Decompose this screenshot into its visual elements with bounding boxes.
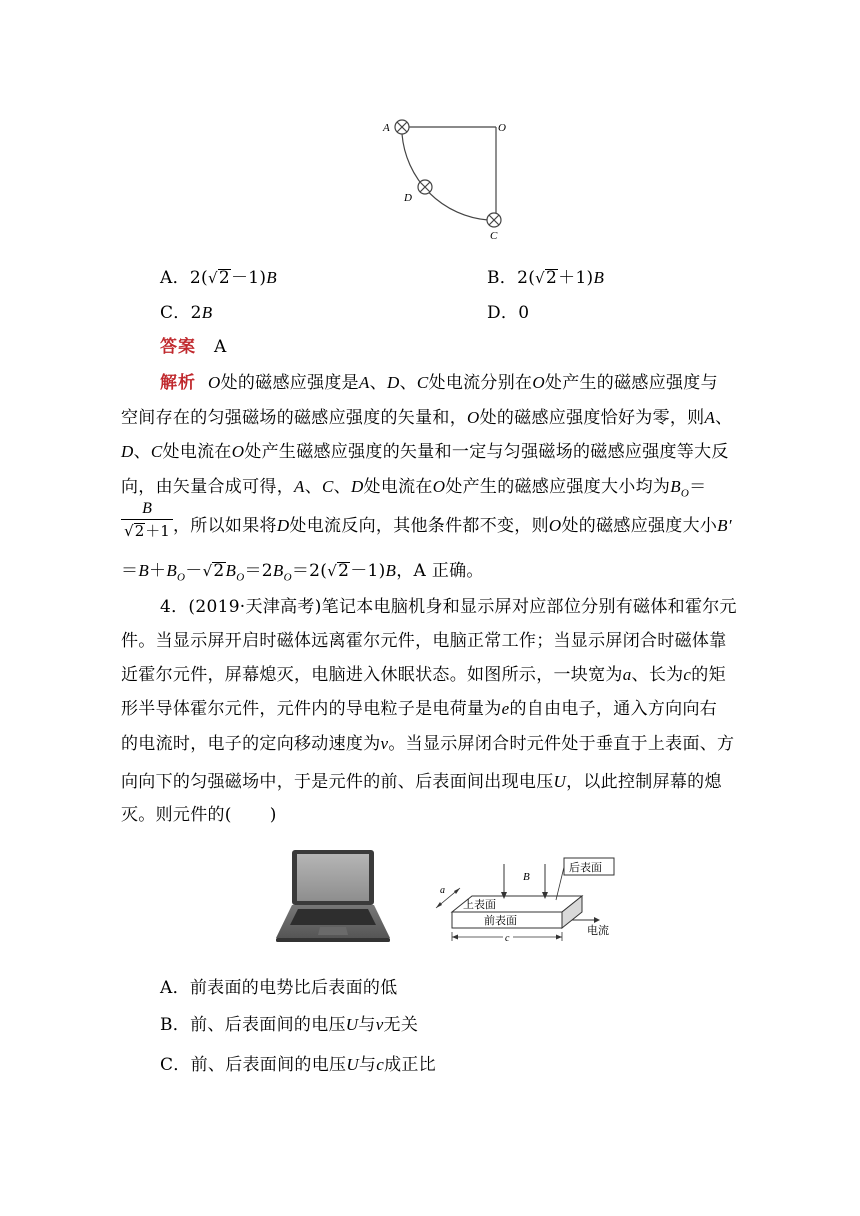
option-d: D．0 <box>487 303 530 323</box>
analysis-line-1: 解析 O处的磁感应强度是A、D、C处电流分别在O处产生的磁感应强度与 <box>160 373 718 393</box>
label-back-surface: 后表面 <box>569 861 602 874</box>
label-a: a <box>440 885 445 896</box>
label-top-surface: 上表面 <box>463 898 496 911</box>
label-d: D <box>404 192 412 204</box>
answer-line <box>160 332 227 357</box>
label-b: B <box>523 871 530 883</box>
q4-line-5: 的电流时，电子的定向移动速度为v。当显示屏闭合时元件处于垂直于上表面、方 <box>121 734 735 754</box>
fraction-numerator: B <box>142 500 152 517</box>
laptop-touchpad <box>318 927 348 935</box>
current-c-icon <box>487 213 501 227</box>
label-front-surface: 前表面 <box>484 914 517 927</box>
q4-option-a: A．前表面的电势比后表面的低 <box>160 978 398 998</box>
analysis-line-6: $=B+B_O-√2B_O=2B_O=2(√2-1)B$，A 正确。 <box>121 561 484 584</box>
label-o: O <box>498 122 506 134</box>
q4-line-2: 件。当显示屏开启时磁体远离霍尔元件，电脑正常工作；当显示屏闭合时磁体靠 <box>121 631 727 651</box>
label-c: c <box>505 933 510 944</box>
label-c: C <box>490 230 498 242</box>
q4-line-4: 形半导体霍尔元件，元件内的导电粒子是电荷量为e的自由电子，通入方向向右 <box>121 699 718 719</box>
label-current: 电流 <box>587 924 609 937</box>
arc-a-c <box>402 134 488 220</box>
q4-option-c: C．前、后表面间的电压U与c成正比 <box>160 1055 436 1075</box>
analysis-label: 解析 <box>160 373 196 393</box>
current-d-icon <box>418 180 432 194</box>
quarter-circle-figure <box>370 110 520 245</box>
answer-label: 答案 <box>160 337 196 357</box>
laptop-keyboard <box>290 909 376 925</box>
hall-element-figure <box>432 852 622 950</box>
laptop-figure <box>270 848 400 946</box>
laptop-screen <box>297 854 369 901</box>
analysis-line-3: D、C处电流在O处产生磁感应强度的矢量和一定与匀强磁场的磁感应强度等大反 <box>121 442 729 462</box>
q4-line-7: 灭。则元件的( ) <box>121 805 277 825</box>
q4-line-1: 4．(2019·天津高考)笔记本电脑机身和显示屏对应部位分别有磁体和霍尔元 <box>160 597 737 617</box>
analysis-line-2: 空间存在的匀强磁场的磁感应强度的矢量和，O处的磁感应强度恰好为零，则A、 <box>121 408 733 428</box>
q4-line-3: 近霍尔元件，屏幕熄灭，电脑进入休眠状态。如图所示，一块宽为a、长为c的矩 <box>121 665 726 685</box>
option-a: A．2(√2－1)B <box>160 268 277 288</box>
analysis-line-4: 向，由矢量合成可得，A、C、D处电流在O处产生的磁感应强度大小均为$B_O=$ <box>121 477 707 500</box>
fraction <box>121 500 173 540</box>
analysis-line-5: ，所以如果将D处电流反向，其他条件都不变，则O处的磁感应强度大小B′ <box>173 516 732 536</box>
option-b: B．2(√2＋1)B <box>487 268 605 288</box>
fraction-denominator: √2＋1 <box>124 522 170 540</box>
option-c: C．2B <box>160 303 213 323</box>
current-a-icon <box>395 120 409 134</box>
q4-line-6: 向向下的匀强磁场中，于是元件的前、后表面间出现电压U，以此控制屏幕的熄 <box>121 772 722 792</box>
q4-option-b: B．前、后表面间的电压U与v无关 <box>160 1015 419 1035</box>
answer-value: A <box>214 337 227 357</box>
laptop-base-edge <box>276 938 390 942</box>
label-a: A <box>383 122 390 134</box>
